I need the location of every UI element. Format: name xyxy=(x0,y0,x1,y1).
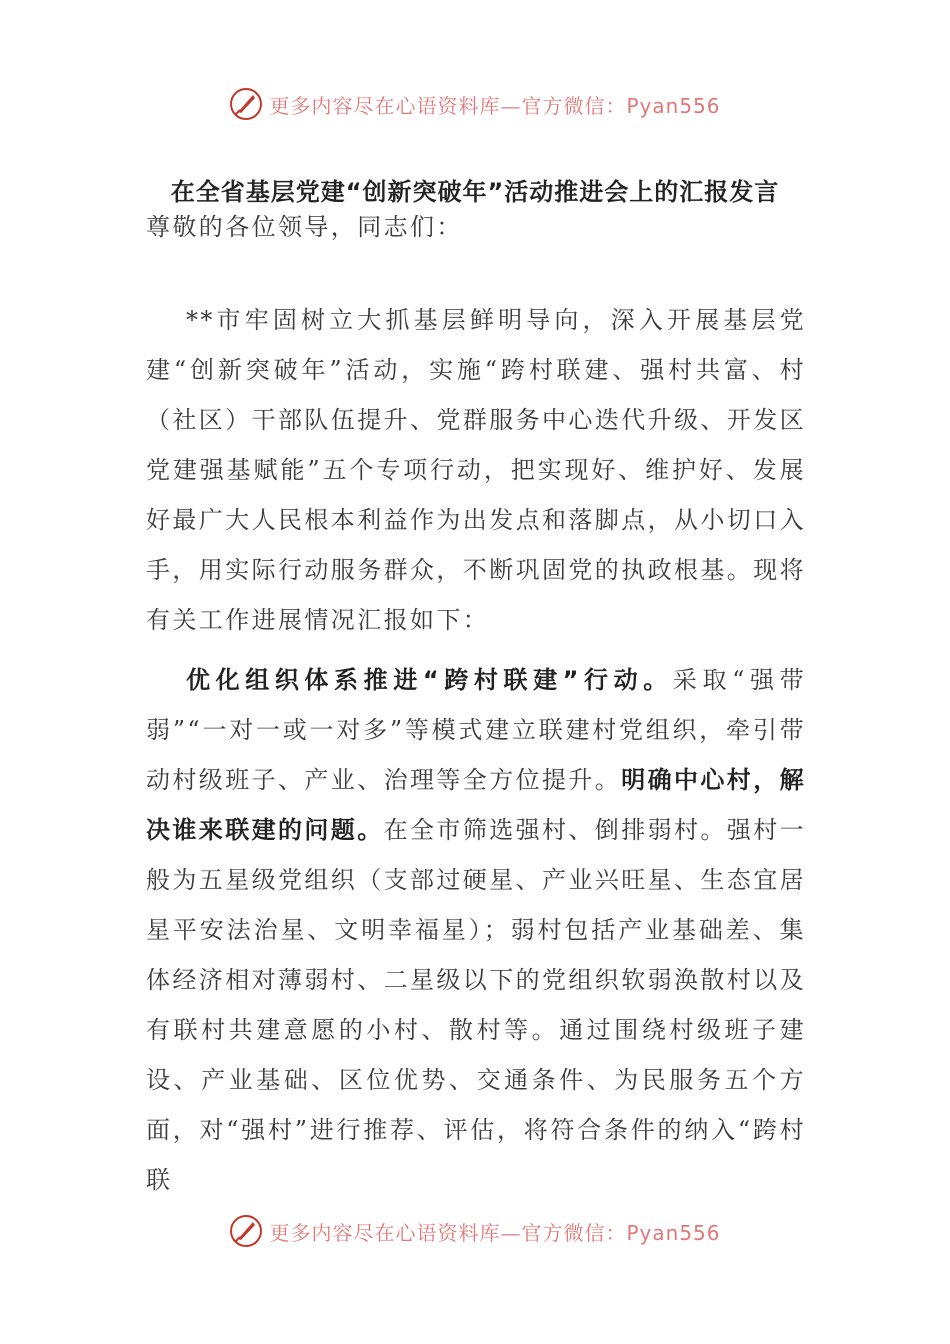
watermark-header xyxy=(0,84,950,124)
greeting: 尊敬的各位领导，同志们： xyxy=(146,213,463,241)
section-heading: 优化组织体系推进“跨村联建”行动。 xyxy=(186,666,673,694)
quill-logo-icon xyxy=(229,1214,263,1248)
section-text-continued: 在全市筛选强村、倒排弱村。强村一般为五星级党组织（支部过硬星、产业兴旺星、生态宜居星平安法治星、文明幸福星）；弱村包括产业基础差、集体经济相对薄弱村、二星级以下的党组织软弱涣散村以及有联村共建意愿的小村、散村等。通过围绕村级班子建设、产业基础、区位优势、交通条件、为民服务五个方面，对“强村”进行推荐、评估，将符合条件的纳入“跨村联 xyxy=(146,816,807,1194)
sub-heading: 明确中心村，解决谁来联建的问题。 xyxy=(146,766,807,844)
quill-logo-icon xyxy=(229,87,263,121)
paragraph-intro: **市牢固树立大抓基层鲜明导向，深入开展基层党建“创新突破年”活动，实施“跨村联建、强村共富、村（社区）干部队伍提升、党群服务中心迭代升级、开发区党建强基赋能”五个专项行动，把实现好、维护好、发展好最广大人民根本利益作为出发点和落脚点，从小切口入手，用实际行动服务群众，不断巩固党的执政根基。现将有关工作进展情况汇报如下： xyxy=(146,306,806,634)
paragraph-cross-village xyxy=(146,655,806,1205)
document-title: 在全省基层党建“创新突破年”活动推进会上的汇报发言 xyxy=(170,178,780,206)
section-text: 采取“强带弱”“一对一或一对多”等模式建立联建村党组织，牵引带动村级班子、产业、治理等全方位提升。 xyxy=(146,666,806,794)
watermark-text: 更多内容尽在心语资料库—官方微信：Pyan556 xyxy=(269,93,721,118)
watermark-footer xyxy=(0,1211,950,1251)
watermark-text: 更多内容尽在心语资料库—官方微信：Pyan556 xyxy=(269,1220,721,1245)
